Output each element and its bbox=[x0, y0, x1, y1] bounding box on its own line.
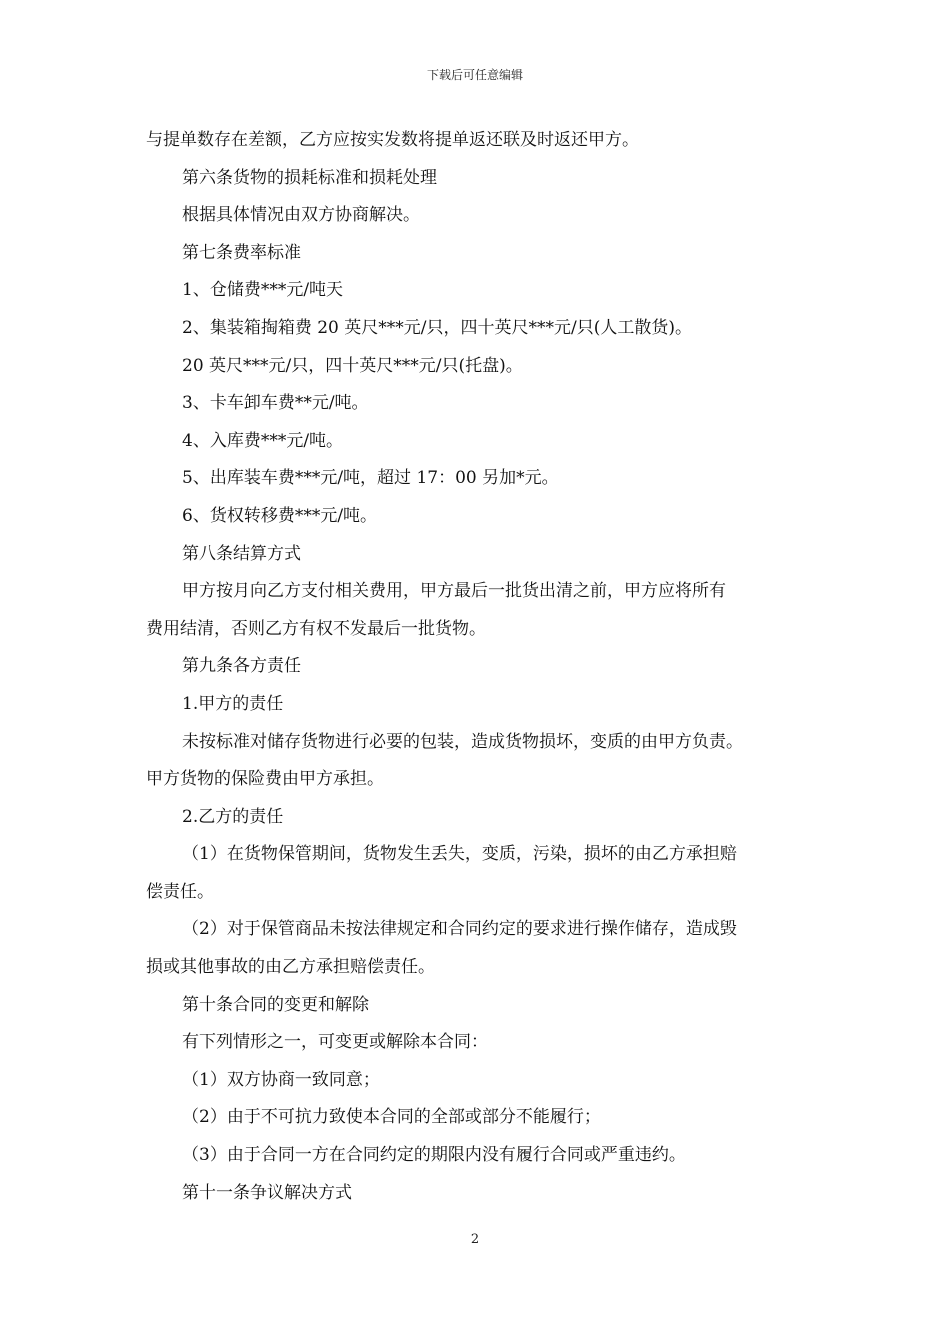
text-line: 6、货权转移费***元/吨。 bbox=[182, 505, 378, 526]
text-line: 1、仓储费***元/吨天 bbox=[182, 280, 344, 301]
text-line: 未按标准对储存货物进行必要的包装，造成货物损坏，变质的由甲方负责。 bbox=[182, 731, 743, 752]
text-line: 2.乙方的责任 bbox=[182, 806, 284, 827]
text-line: 第七条费率标准 bbox=[182, 242, 301, 263]
text-line: 费用结清，否则乙方有权不发最后一批货物。 bbox=[146, 618, 486, 639]
document-body bbox=[146, 122, 806, 1212]
text-line: 偿责任。 bbox=[146, 881, 214, 902]
text-line: 3、卡车卸车费**元/吨。 bbox=[182, 393, 369, 414]
text-line: 甲方按月向乙方支付相关费用，甲方最后一批货出清之前，甲方应将所有 bbox=[182, 581, 726, 602]
text-line: 4、入库费***元/吨。 bbox=[182, 430, 344, 451]
text-line: 第六条货物的损耗标准和损耗处理 bbox=[182, 167, 437, 188]
text-line: 2、集装箱掏箱费 20 英尺***元/只，四十英尺***元/只(人工散货)。 bbox=[182, 317, 692, 338]
text-line: （3）由于合同一方在合同约定的期限内没有履行合同或严重违约。 bbox=[182, 1145, 686, 1166]
text-line: 与提单数存在差额，乙方应按实发数将提单返还联及时返还甲方。 bbox=[146, 130, 639, 150]
text-line: （1）双方协商一致同意； bbox=[182, 1069, 380, 1090]
text-line: 根据具体情况由双方协商解决。 bbox=[182, 205, 420, 226]
text-line: 损或其他事故的由乙方承担赔偿责任。 bbox=[146, 957, 435, 978]
text-line: （2）由于不可抗力致使本合同的全部或部分不能履行； bbox=[182, 1107, 601, 1128]
text-line: 5、出库装车费***元/吨，超过 17：00 另加*元。 bbox=[182, 468, 559, 489]
text-line: 20 英尺***元/只，四十英尺***元/只(托盘)。 bbox=[182, 355, 523, 376]
text-line: 第八条结算方式 bbox=[182, 543, 301, 564]
text-line: （1）在货物保管期间，货物发生丢失，变质，污染，损坏的由乙方承担赔 bbox=[182, 844, 737, 865]
page-header: 下载后可任意编辑 bbox=[426, 68, 523, 82]
text-line: 第十条合同的变更和解除 bbox=[182, 994, 369, 1015]
text-line: 有下列情形之一，可变更或解除本合同： bbox=[182, 1032, 488, 1053]
page-number: 2 bbox=[470, 1232, 480, 1247]
text-line: （2）对于保管商品未按法律规定和合同约定的要求进行操作储存，造成毁 bbox=[182, 919, 737, 940]
text-line: 甲方货物的保险费由甲方承担。 bbox=[146, 769, 384, 790]
text-line: 第十一条争议解决方式 bbox=[182, 1182, 352, 1203]
text-line: 1.甲方的责任 bbox=[182, 693, 284, 714]
text-line: 第九条各方责任 bbox=[182, 656, 301, 677]
